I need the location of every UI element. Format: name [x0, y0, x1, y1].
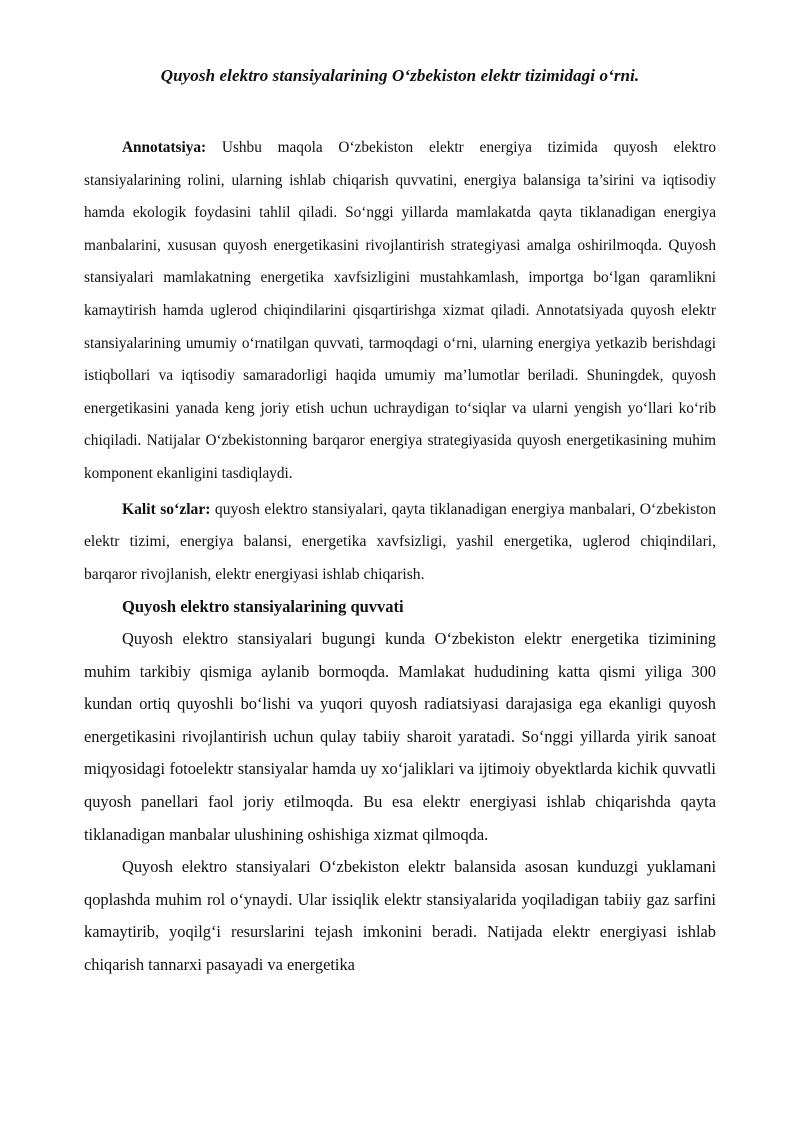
keywords-text: quyosh elektro stansiyalari, qayta tiklanadigan energiya manbalari, O‘zbekiston elektr tizimi, energiya balansi, energetika xavfsizligi, yashil energetika, uglerod chiqindilari, barqaror rivojlanish, elektr energiyasi ishlab chiqarish. [84, 500, 717, 583]
abstract-text: Ushbu maqola O‘zbekiston elektr energiya tizimida quyosh elektro stansiyalarining rolini, ularning ishlab chiqarish quvvatini, energiya balansiga ta’sirini va iqtisodiy hamda ekologik foydasini tahlil qiladi. So‘nggi yillarda mamlakatda qayta tiklanadigan energiya manbalarini, xususan quyosh energetikasini rivojlantirish strategiyasi amalga oshirilmoqda. Quyosh stansiyalari mamlakatning energetika xavfsizligini mustahkamlash, importga bo‘lgan qaramlikni kamaytirish hamda uglerod chiqindilarini qisqartirishga xizmat qiladi. Annotatsiyada quyosh elektr stansiyalarining umumiy o‘rnatilgan quvvati, tarmoqdagi o‘rni, ularning energiya yetkazib berishdagi istiqbollari va iqtisodiy samaradorligi haqida umumiy ma’lumotlar beriladi. Shuningdek, quyosh energetikasini yanada keng joriy etish uchun uchraydigan to‘siqlar va ularni yengish yo‘llari ko‘rib chiqiladi. Natijalar O‘zbekistonning barqaror energiya strategiyasida quyosh energetikasining muhim komponent ekanligini tasdiqlaydi. [84, 139, 716, 482]
document-page [84, 64, 716, 982]
abstract-label: Annotatsiya: [122, 139, 207, 156]
body-paragraph-2: Quyosh elektro stansiyalari O‘zbekiston elektr balansida asosan kunduzgi yuklamani qoplashda muhim rol o‘ynaydi. Ular issiqlik elektr stansiyalarida yoqiladigan tabiiy gaz sarfini kamaytirib, yoqilg‘i resurslarini tejash imkonini beradi. Natijada elektr energiyasi ishlab chiqarish tannarxi pasayadi va energetika [84, 857, 716, 974]
body-paragraph-1: Quyosh elektro stansiyalari bugungi kunda O‘zbekiston elektr energetika tizimining muhim tarkibiy qismiga aylanib bormoqda. Mamlakat hududining katta qismi yiliga 300 kundan ortiq quyoshli bo‘lishi va yuqori quyosh radiatsiyasi darajasiga ega ekanligi quyosh energetikasini rivojlantirish uchun qulay tabiiy sharoit yaratadi. So‘nggi yillarda yirik sanoat miqyosidagi fotoelektr stansiyalar hamda uy xo‘jaliklari va ijtimoiy obyektlarda kichik quvvatli quyosh panellari faol joriy etilmoqda. Bu esa elektr energiyasi ishlab chiqarishda qayta tiklanadigan manbalar ulushining oshishiga xizmat qilmoqda. [84, 629, 716, 844]
abstract-paragraph [84, 132, 716, 491]
keywords-label: Kalit so‘zlar: [122, 500, 211, 518]
keywords-paragraph [84, 494, 716, 592]
document-title: Quyosh elektro stansiyalarining O‘zbekiston elektr tizimidagi o‘rni. [160, 66, 640, 85]
section-heading: Quyosh elektro stansiyalarining quvvati [122, 597, 404, 617]
